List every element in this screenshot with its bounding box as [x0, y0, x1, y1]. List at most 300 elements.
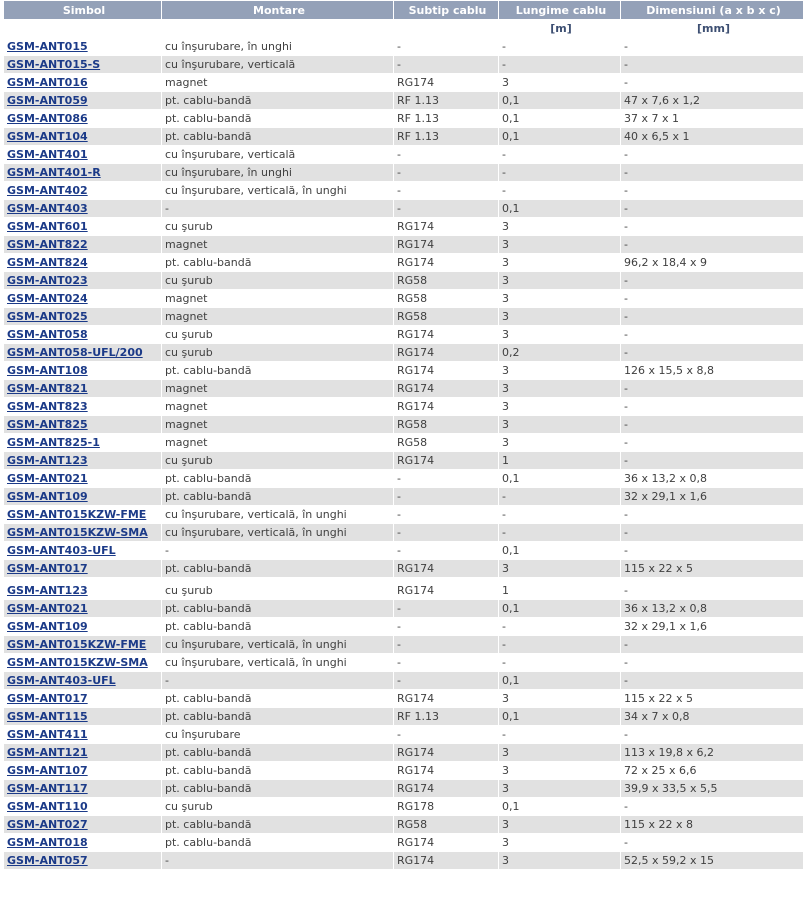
montare-cell: pt. cablu-bandă	[162, 708, 394, 726]
table-row	[4, 308, 804, 326]
product-link[interactable]: GSM-ANT108	[7, 364, 88, 377]
table-row	[4, 200, 804, 218]
antenna-table	[3, 0, 804, 870]
lungime-cell: -	[499, 524, 621, 542]
subtip-cell: RG58	[394, 416, 499, 434]
product-link[interactable]: GSM-ANT104	[7, 130, 88, 143]
table-row	[4, 560, 804, 578]
product-link[interactable]: GSM-ANT403-UFL	[7, 674, 116, 687]
symbol-cell	[4, 416, 162, 434]
dimensiuni-cell: -	[621, 524, 804, 542]
units-cell-simbol	[4, 20, 162, 38]
montare-cell: cu şurub	[162, 272, 394, 290]
symbol-cell	[4, 344, 162, 362]
subtip-cell: -	[394, 636, 499, 654]
subtip-cell: RG174	[394, 74, 499, 92]
dimensiuni-cell: -	[621, 326, 804, 344]
product-link[interactable]: GSM-ANT058-UFL/200	[7, 346, 143, 359]
symbol-cell	[4, 524, 162, 542]
table-row	[4, 398, 804, 416]
lungime-cell: 0,1	[499, 542, 621, 560]
product-link[interactable]: GSM-ANT015KZW-FME	[7, 508, 147, 521]
subtip-cell: -	[394, 38, 499, 56]
lungime-cell: -	[499, 654, 621, 672]
product-link[interactable]: GSM-ANT825-1	[7, 436, 100, 449]
lungime-cell: 3	[499, 762, 621, 780]
table-row	[4, 380, 804, 398]
table-row	[4, 744, 804, 762]
subtip-cell: -	[394, 56, 499, 74]
lungime-cell: 3	[499, 416, 621, 434]
product-link[interactable]: GSM-ANT057	[7, 854, 88, 867]
lungime-cell: -	[499, 38, 621, 56]
symbol-cell	[4, 38, 162, 56]
lungime-cell: 3	[499, 560, 621, 578]
montare-cell: cu înşurubare	[162, 726, 394, 744]
table-row	[4, 146, 804, 164]
dimensiuni-cell: -	[621, 344, 804, 362]
montare-cell: cu înşurubare, verticală, în unghi	[162, 506, 394, 524]
product-link[interactable]: GSM-ANT825	[7, 418, 88, 431]
montare-cell: -	[162, 200, 394, 218]
table-row	[4, 542, 804, 560]
symbol-cell	[4, 762, 162, 780]
col-header-dimensiuni: Dimensiuni (a x b x c)	[621, 1, 804, 20]
montare-cell: pt. cablu-bandă	[162, 834, 394, 852]
table-row	[4, 362, 804, 380]
product-link[interactable]: GSM-ANT086	[7, 112, 88, 125]
montare-cell: magnet	[162, 434, 394, 452]
lungime-cell: 3	[499, 690, 621, 708]
dimensiuni-cell: -	[621, 182, 804, 200]
subtip-cell: RG58	[394, 290, 499, 308]
lungime-cell: -	[499, 146, 621, 164]
product-link[interactable]: GSM-ANT027	[7, 818, 88, 831]
symbol-cell	[4, 834, 162, 852]
lungime-cell: 0,1	[499, 600, 621, 618]
dimensiuni-cell: -	[621, 834, 804, 852]
table-row	[4, 128, 804, 146]
montare-cell: cu şurub	[162, 798, 394, 816]
dimensiuni-cell: 96,2 x 18,4 x 9	[621, 254, 804, 272]
dimensiuni-cell: 37 x 7 x 1	[621, 110, 804, 128]
dimensiuni-cell: -	[621, 542, 804, 560]
lungime-cell: 3	[499, 218, 621, 236]
lungime-cell: 3	[499, 834, 621, 852]
product-link[interactable]: GSM-ANT821	[7, 382, 88, 395]
dimensiuni-cell: -	[621, 146, 804, 164]
subtip-cell: -	[394, 600, 499, 618]
symbol-cell	[4, 128, 162, 146]
subtip-cell: -	[394, 200, 499, 218]
subtip-cell: RG58	[394, 272, 499, 290]
product-link[interactable]: GSM-ANT401-R	[7, 166, 101, 179]
table-header-row	[4, 1, 804, 20]
montare-cell: -	[162, 672, 394, 690]
table-row	[4, 470, 804, 488]
dimensiuni-cell: -	[621, 38, 804, 56]
subtip-cell: RF 1.13	[394, 708, 499, 726]
montare-cell: cu înşurubare, verticală, în unghi	[162, 182, 394, 200]
montare-cell: pt. cablu-bandă	[162, 762, 394, 780]
product-link[interactable]: GSM-ANT110	[7, 800, 88, 813]
symbol-cell	[4, 654, 162, 672]
symbol-cell	[4, 744, 162, 762]
symbol-cell	[4, 618, 162, 636]
symbol-cell	[4, 852, 162, 870]
subtip-cell: RG174	[394, 380, 499, 398]
table-row	[4, 344, 804, 362]
dimensiuni-cell: 115 x 22 x 8	[621, 816, 804, 834]
table-row	[4, 524, 804, 542]
subtip-cell: -	[394, 164, 499, 182]
lungime-cell: 3	[499, 852, 621, 870]
montare-cell: magnet	[162, 236, 394, 254]
table-row	[4, 326, 804, 344]
table-row	[4, 92, 804, 110]
subtip-cell: RG174	[394, 582, 499, 600]
product-link[interactable]: GSM-ANT123	[7, 454, 88, 467]
lungime-cell: -	[499, 164, 621, 182]
lungime-cell: 3	[499, 272, 621, 290]
subtip-cell: RF 1.13	[394, 110, 499, 128]
dimensiuni-cell: -	[621, 506, 804, 524]
dimensiuni-cell: 32 x 29,1 x 1,6	[621, 488, 804, 506]
table-row	[4, 110, 804, 128]
symbol-cell	[4, 672, 162, 690]
subtip-cell: -	[394, 654, 499, 672]
table-row	[4, 582, 804, 600]
symbol-cell	[4, 290, 162, 308]
symbol-cell	[4, 146, 162, 164]
lungime-cell: 0,1	[499, 708, 621, 726]
subtip-cell: RG174	[394, 398, 499, 416]
dimensiuni-cell: -	[621, 74, 804, 92]
dimensiuni-cell: -	[621, 726, 804, 744]
dimensiuni-cell: -	[621, 582, 804, 600]
lungime-cell: 3	[499, 74, 621, 92]
product-link[interactable]: GSM-ANT015KZW-FME	[7, 638, 147, 651]
symbol-cell	[4, 690, 162, 708]
product-link[interactable]: GSM-ANT109	[7, 490, 88, 503]
product-link[interactable]: GSM-ANT411	[7, 728, 88, 741]
dimensiuni-cell: 115 x 22 x 5	[621, 560, 804, 578]
montare-cell: magnet	[162, 290, 394, 308]
subtip-cell: RG174	[394, 344, 499, 362]
dimensiuni-cell: -	[621, 398, 804, 416]
subtip-cell: RG174	[394, 254, 499, 272]
montare-cell: cu înşurubare, verticală	[162, 56, 394, 74]
table-row	[4, 780, 804, 798]
table-row	[4, 690, 804, 708]
symbol-cell	[4, 542, 162, 560]
product-link[interactable]: GSM-ANT117	[7, 782, 88, 795]
montare-cell: pt. cablu-bandă	[162, 92, 394, 110]
subtip-cell: RG174	[394, 852, 499, 870]
symbol-cell	[4, 326, 162, 344]
table-row	[4, 488, 804, 506]
table-row	[4, 236, 804, 254]
symbol-cell	[4, 380, 162, 398]
montare-cell: pt. cablu-bandă	[162, 470, 394, 488]
product-link[interactable]: GSM-ANT016	[7, 76, 88, 89]
montare-cell: pt. cablu-bandă	[162, 744, 394, 762]
table-row	[4, 452, 804, 470]
symbol-cell	[4, 708, 162, 726]
symbol-cell	[4, 636, 162, 654]
product-link[interactable]: GSM-ANT109	[7, 620, 88, 633]
table-row	[4, 272, 804, 290]
montare-cell: pt. cablu-bandă	[162, 362, 394, 380]
montare-cell: pt. cablu-bandă	[162, 488, 394, 506]
montare-cell: cu şurub	[162, 452, 394, 470]
product-link[interactable]: GSM-ANT107	[7, 764, 88, 777]
table-row	[4, 852, 804, 870]
symbol-cell	[4, 434, 162, 452]
dimensiuni-cell: -	[621, 434, 804, 452]
product-link[interactable]: GSM-ANT058	[7, 328, 88, 341]
lungime-cell: 0,1	[499, 110, 621, 128]
subtip-cell: RG174	[394, 744, 499, 762]
product-link[interactable]: GSM-ANT403	[7, 202, 88, 215]
dimensiuni-cell: -	[621, 308, 804, 326]
lungime-cell: 3	[499, 290, 621, 308]
subtip-cell: RG174	[394, 452, 499, 470]
subtip-cell: RF 1.13	[394, 128, 499, 146]
subtip-cell: -	[394, 146, 499, 164]
product-link[interactable]: GSM-ANT018	[7, 836, 88, 849]
dimensiuni-cell: 52,5 x 59,2 x 15	[621, 852, 804, 870]
dimensiuni-cell: 34 x 7 x 0,8	[621, 708, 804, 726]
montare-cell: pt. cablu-bandă	[162, 128, 394, 146]
product-link[interactable]: GSM-ANT017	[7, 562, 88, 575]
symbol-cell	[4, 218, 162, 236]
montare-cell: cu înşurubare, în unghi	[162, 164, 394, 182]
table-row	[4, 798, 804, 816]
dimensiuni-cell: -	[621, 272, 804, 290]
unit-dimensiuni: [mm]	[621, 20, 804, 38]
lungime-cell: 1	[499, 452, 621, 470]
subtip-cell: -	[394, 470, 499, 488]
symbol-cell	[4, 110, 162, 128]
lungime-cell: -	[499, 488, 621, 506]
montare-cell: -	[162, 852, 394, 870]
symbol-cell	[4, 254, 162, 272]
dimensiuni-cell: -	[621, 236, 804, 254]
symbol-cell	[4, 506, 162, 524]
subtip-cell: RG58	[394, 816, 499, 834]
product-link[interactable]: GSM-ANT015KZW-SMA	[7, 656, 148, 669]
product-link[interactable]: GSM-ANT402	[7, 184, 88, 197]
product-link[interactable]: GSM-ANT015-S	[7, 58, 101, 71]
symbol-cell	[4, 560, 162, 578]
subtip-cell: -	[394, 506, 499, 524]
table-row	[4, 254, 804, 272]
symbol-cell	[4, 780, 162, 798]
col-header-montare: Montare	[162, 1, 394, 20]
lungime-cell: -	[499, 726, 621, 744]
lungime-cell: -	[499, 506, 621, 524]
dimensiuni-cell: -	[621, 56, 804, 74]
montare-cell: cu şurub	[162, 582, 394, 600]
dimensiuni-cell: -	[621, 636, 804, 654]
lungime-cell: 3	[499, 236, 621, 254]
symbol-cell	[4, 582, 162, 600]
montare-cell: cu şurub	[162, 344, 394, 362]
montare-cell: pt. cablu-bandă	[162, 600, 394, 618]
lungime-cell: 0,1	[499, 470, 621, 488]
symbol-cell	[4, 398, 162, 416]
table-row	[4, 618, 804, 636]
dimensiuni-cell: -	[621, 218, 804, 236]
subtip-cell: RG174	[394, 326, 499, 344]
subtip-cell: RG174	[394, 780, 499, 798]
subtip-cell: -	[394, 542, 499, 560]
montare-cell: pt. cablu-bandă	[162, 780, 394, 798]
product-link[interactable]: GSM-ANT017	[7, 692, 88, 705]
subtip-cell: RG58	[394, 434, 499, 452]
lungime-cell: 0,1	[499, 128, 621, 146]
table-row	[4, 182, 804, 200]
product-link[interactable]: GSM-ANT823	[7, 400, 88, 413]
product-link[interactable]: GSM-ANT023	[7, 274, 88, 287]
dimensiuni-cell: -	[621, 380, 804, 398]
product-link[interactable]: GSM-ANT059	[7, 94, 88, 107]
montare-cell: pt. cablu-bandă	[162, 110, 394, 128]
montare-cell: cu şurub	[162, 326, 394, 344]
dimensiuni-cell: 113 x 19,8 x 6,2	[621, 744, 804, 762]
product-link[interactable]: GSM-ANT024	[7, 292, 88, 305]
dimensiuni-cell: -	[621, 798, 804, 816]
subtip-cell: RG174	[394, 218, 499, 236]
table-row	[4, 672, 804, 690]
product-link[interactable]: GSM-ANT601	[7, 220, 88, 233]
table-row	[4, 726, 804, 744]
symbol-cell	[4, 182, 162, 200]
montare-cell: cu înşurubare, verticală	[162, 146, 394, 164]
lungime-cell: 3	[499, 816, 621, 834]
lungime-cell: 0,1	[499, 92, 621, 110]
montare-cell: pt. cablu-bandă	[162, 618, 394, 636]
product-link[interactable]: GSM-ANT015KZW-SMA	[7, 526, 148, 539]
montare-cell: -	[162, 542, 394, 560]
dimensiuni-cell: -	[621, 164, 804, 182]
lungime-cell: 0,1	[499, 200, 621, 218]
dimensiuni-cell: 36 x 13,2 x 0,8	[621, 600, 804, 618]
dimensiuni-cell: 47 x 7,6 x 1,2	[621, 92, 804, 110]
lungime-cell: -	[499, 56, 621, 74]
table-row	[4, 636, 804, 654]
units-cell-subtip	[394, 20, 499, 38]
montare-cell: pt. cablu-bandă	[162, 254, 394, 272]
subtip-cell: RG174	[394, 834, 499, 852]
lungime-cell: 3	[499, 398, 621, 416]
montare-cell: cu înşurubare, verticală, în unghi	[162, 524, 394, 542]
dimensiuni-cell: 115 x 22 x 5	[621, 690, 804, 708]
unit-lungime: [m]	[499, 20, 621, 38]
subtip-cell: -	[394, 524, 499, 542]
table-row	[4, 416, 804, 434]
product-link[interactable]: GSM-ANT025	[7, 310, 88, 323]
dimensiuni-cell: -	[621, 200, 804, 218]
subtip-cell: RG58	[394, 308, 499, 326]
symbol-cell	[4, 164, 162, 182]
product-link[interactable]: GSM-ANT121	[7, 746, 88, 759]
product-link[interactable]: GSM-ANT401	[7, 148, 88, 161]
symbol-cell	[4, 470, 162, 488]
table-row	[4, 164, 804, 182]
lungime-cell: -	[499, 636, 621, 654]
montare-cell: magnet	[162, 380, 394, 398]
product-link[interactable]: GSM-ANT123	[7, 584, 88, 597]
lungime-cell: 0,1	[499, 798, 621, 816]
table-row	[4, 74, 804, 92]
montare-cell: cu înşurubare, verticală, în unghi	[162, 654, 394, 672]
montare-cell: pt. cablu-bandă	[162, 690, 394, 708]
table-row	[4, 506, 804, 524]
symbol-cell	[4, 272, 162, 290]
lungime-cell: 3	[499, 254, 621, 272]
table-row	[4, 834, 804, 852]
symbol-cell	[4, 600, 162, 618]
dimensiuni-cell: 32 x 29,1 x 1,6	[621, 618, 804, 636]
dimensiuni-cell: 126 x 15,5 x 8,8	[621, 362, 804, 380]
montare-cell: cu înşurubare, verticală, în unghi	[162, 636, 394, 654]
product-link[interactable]: GSM-ANT115	[7, 710, 88, 723]
table-row	[4, 600, 804, 618]
lungime-cell: 0,2	[499, 344, 621, 362]
montare-cell: cu înşurubare, în unghi	[162, 38, 394, 56]
subtip-cell: -	[394, 672, 499, 690]
table-row	[4, 38, 804, 56]
dimensiuni-cell: 39,9 x 33,5 x 5,5	[621, 780, 804, 798]
lungime-cell: -	[499, 618, 621, 636]
subtip-cell: RG174	[394, 236, 499, 254]
dimensiuni-cell: -	[621, 654, 804, 672]
symbol-cell	[4, 92, 162, 110]
subtip-cell: -	[394, 618, 499, 636]
lungime-cell: 3	[499, 362, 621, 380]
table-row	[4, 218, 804, 236]
subtip-cell: -	[394, 182, 499, 200]
table-row	[4, 290, 804, 308]
product-link[interactable]: GSM-ANT021	[7, 602, 88, 615]
dimensiuni-cell: -	[621, 290, 804, 308]
symbol-cell	[4, 726, 162, 744]
montare-cell: magnet	[162, 74, 394, 92]
montare-cell: magnet	[162, 398, 394, 416]
lungime-cell: -	[499, 182, 621, 200]
table-body	[4, 38, 804, 870]
lungime-cell: 3	[499, 780, 621, 798]
subtip-cell: RG178	[394, 798, 499, 816]
symbol-cell	[4, 56, 162, 74]
lungime-cell: 3	[499, 326, 621, 344]
symbol-cell	[4, 362, 162, 380]
product-link[interactable]: GSM-ANT403-UFL	[7, 544, 116, 557]
dimensiuni-cell: 40 x 6,5 x 1	[621, 128, 804, 146]
table-row	[4, 816, 804, 834]
product-link[interactable]: GSM-ANT015	[7, 40, 88, 53]
product-link[interactable]: GSM-ANT824	[7, 256, 88, 269]
product-link[interactable]: GSM-ANT822	[7, 238, 88, 251]
dimensiuni-cell: -	[621, 452, 804, 470]
subtip-cell: RG174	[394, 560, 499, 578]
montare-cell: magnet	[162, 308, 394, 326]
product-link[interactable]: GSM-ANT021	[7, 472, 88, 485]
table-row	[4, 434, 804, 452]
subtip-cell: -	[394, 488, 499, 506]
